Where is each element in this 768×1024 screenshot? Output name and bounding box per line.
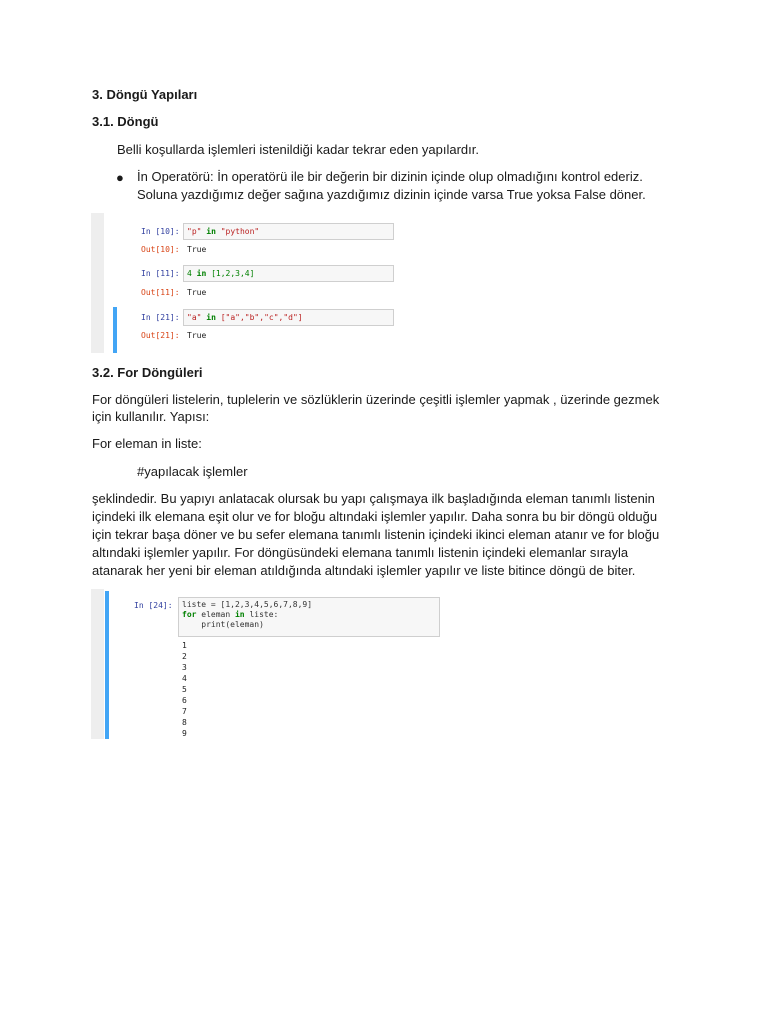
- explanation-line: altındaki işlemler yapılır. For döngüsündeki elemana tanımlı listenin içindeki elemanlar sırayla: [92, 545, 629, 560]
- explanation-line: için tekrar başa döner ve bu sefer elemana tanımlı listenin içindeki ikinci eleman atanır ve for bloğu: [92, 527, 660, 542]
- notebook-gutter: [91, 213, 104, 353]
- output-line: 3: [182, 663, 187, 672]
- in-prompt-21: In [21]:: [141, 313, 180, 322]
- code-token: for: [182, 610, 197, 619]
- output-line: 8: [182, 718, 187, 727]
- notebook-gutter: [91, 589, 104, 739]
- heading-section-3-1: 3.1. Döngü: [92, 114, 159, 129]
- in-prompt-24: In [24]:: [134, 601, 173, 610]
- for-syntax: For eleman in liste:: [92, 436, 202, 451]
- for-paragraph-line-2: için kullanılır. Yapısı:: [92, 409, 210, 424]
- output-line: 2: [182, 652, 187, 661]
- code-token: print(eleman): [182, 620, 264, 629]
- out-prompt-11: Out[11]:: [141, 288, 180, 297]
- code-cell-11: [187, 269, 254, 278]
- code-token: liste:: [244, 610, 279, 619]
- output-21: True: [187, 331, 207, 340]
- code-line-2: [182, 610, 278, 619]
- notebook-screenshot-1: [91, 213, 394, 353]
- code-token: liste = [1,2,3,4,5,6,7,8,9]: [182, 600, 313, 609]
- output-11: True: [187, 288, 207, 297]
- explanation-line: şeklindedir. Bu yapıyı anlatacak olursak bu yapı çalışmaya ilk başladığında eleman tanımlı listenin: [92, 491, 655, 506]
- code-token: in: [234, 610, 245, 619]
- out-prompt-21: Out[21]:: [141, 331, 180, 340]
- heading-section-3-2: 3.2. For Döngüleri: [92, 365, 203, 380]
- for-body-comment: #yapılacak işlemler: [137, 464, 248, 479]
- code-token: "p": [187, 227, 202, 236]
- code-cell-21: [187, 313, 303, 322]
- output-line: 9: [182, 729, 187, 738]
- selected-cell-bar: [113, 307, 117, 353]
- for-paragraph-line-1: For döngüleri listelerin, tuplelerin ve sözlüklerin üzerinde çeşitli işlemler yapmak , üzerinde gezmek: [92, 392, 660, 407]
- output-line: 6: [182, 696, 187, 705]
- code-token: "python": [220, 227, 260, 236]
- code-token: eleman: [196, 610, 235, 619]
- output-10: True: [187, 245, 207, 254]
- bullet-dot: ●: [116, 170, 124, 185]
- code-line-1: [182, 600, 312, 609]
- output-line: 7: [182, 707, 187, 716]
- code-token: 4: [187, 269, 192, 278]
- explanation-line: içindeki ilk elemana eşit olur ve for bloğu altındaki işlemler yapılır. Daha sonra bu bir döngü olduğu: [92, 509, 658, 524]
- heading-section-3: 3. Döngü Yapıları: [92, 87, 198, 102]
- explanation-line: atanarak her yeni bir eleman atıldığında altındaki işlemler yapılır ve liste bitince döngü de biter.: [92, 563, 636, 578]
- code-token: in: [201, 227, 221, 236]
- notebook-screenshot-2: [91, 589, 440, 739]
- code-line-3: [182, 620, 264, 629]
- intro-text: Belli koşullarda işlemleri istenildiği kadar tekrar eden yapılardır.: [117, 142, 480, 157]
- code-token: in: [201, 313, 221, 322]
- output-line: 4: [182, 674, 187, 683]
- code-token: ["a","b","c","d"]: [220, 313, 303, 322]
- code-token: in: [191, 269, 212, 278]
- code-token: "a": [187, 313, 202, 322]
- code-cell-10: [187, 227, 259, 236]
- bullet-line-1: İn Operatörü: İn operatörü ile bir değerin bir dizinin içinde olup olmadığını kontrol ederiz.: [137, 169, 643, 184]
- output-line: 1: [182, 641, 187, 650]
- selected-cell-bar: [105, 591, 109, 739]
- output-line: 5: [182, 685, 187, 694]
- bullet-line-2: Soluna yazdığımız değer sağına yazdığımız dizinin içinde varsa True yoksa False döner.: [137, 187, 646, 202]
- code-token: [1,2,3,4]: [211, 269, 255, 278]
- out-prompt-10: Out[10]:: [141, 245, 180, 254]
- in-prompt-11: In [11]:: [141, 269, 180, 278]
- in-prompt-10: In [10]:: [141, 227, 180, 236]
